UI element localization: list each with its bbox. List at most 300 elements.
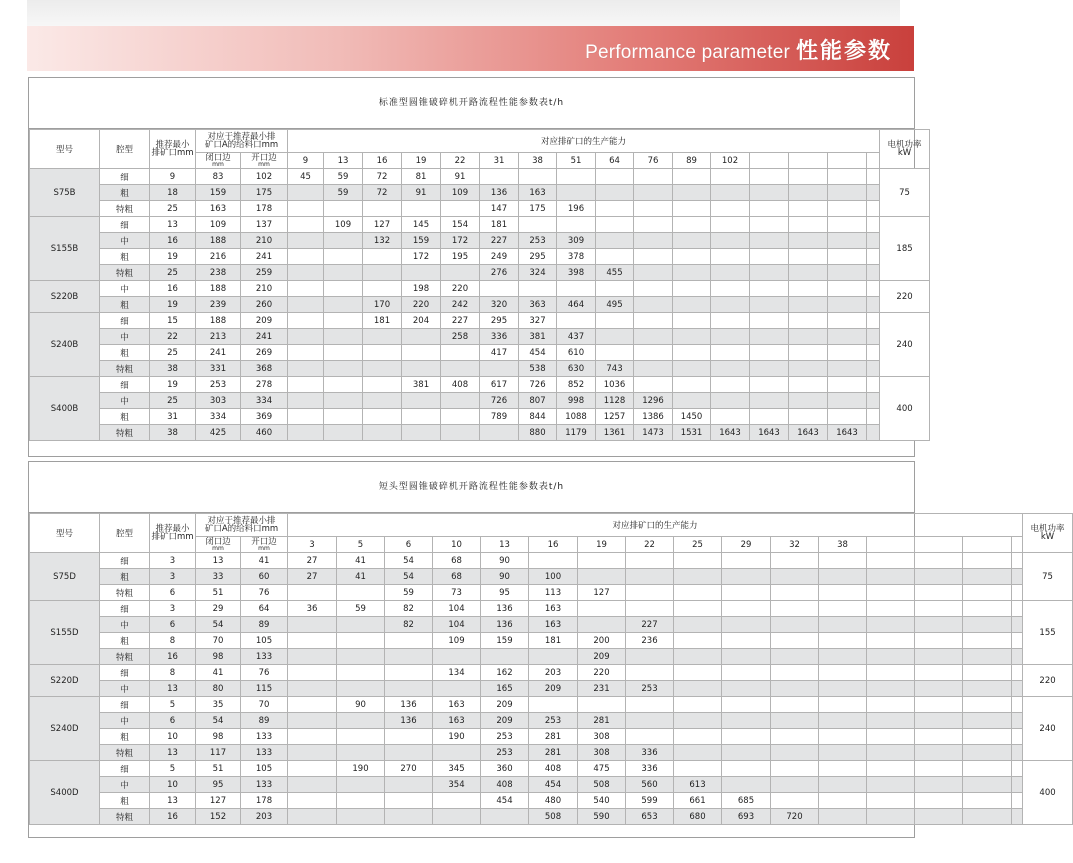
capacity-value bbox=[557, 281, 596, 297]
capacity-value bbox=[385, 649, 433, 665]
capacity-value bbox=[634, 329, 673, 345]
header-power-line2: kW bbox=[897, 148, 912, 158]
capacity-value bbox=[557, 313, 596, 329]
capacity-value bbox=[578, 553, 626, 569]
capacity-value bbox=[819, 633, 867, 649]
capacity-value bbox=[288, 809, 337, 825]
header-row bbox=[30, 514, 1073, 537]
header-motor-power bbox=[880, 130, 930, 169]
capacity-value bbox=[433, 649, 481, 665]
capacity-value: 253 bbox=[529, 713, 578, 729]
capacity-value: 1450 bbox=[673, 409, 711, 425]
capacity-value: 27 bbox=[288, 569, 337, 585]
feed-closed-side: 29 bbox=[196, 601, 241, 617]
cavity-type: 细 bbox=[100, 377, 150, 393]
table-row bbox=[30, 761, 1073, 777]
capacity-value bbox=[324, 393, 363, 409]
capacity-value bbox=[819, 777, 867, 793]
outlet-size: 19 bbox=[578, 537, 626, 553]
header-row bbox=[30, 130, 930, 153]
feed-closed-side: 41 bbox=[196, 665, 241, 681]
unit-label: mm bbox=[212, 160, 224, 168]
feed-open-side: 260 bbox=[241, 297, 288, 313]
spacer-cell bbox=[1012, 809, 1023, 825]
recommended-min-outlet: 22 bbox=[150, 329, 196, 345]
cavity-type: 特粗 bbox=[100, 361, 150, 377]
cavity-type: 特粗 bbox=[100, 425, 150, 441]
outlet-size: 22 bbox=[441, 153, 480, 169]
capacity-value bbox=[867, 649, 915, 665]
capacity-value bbox=[673, 313, 711, 329]
capacity-value: 336 bbox=[626, 761, 674, 777]
feed-closed-side: 331 bbox=[196, 361, 241, 377]
capacity-value: 220 bbox=[441, 281, 480, 297]
capacity-value: 195 bbox=[441, 249, 480, 265]
capacity-value bbox=[819, 809, 867, 825]
capacity-value bbox=[771, 665, 819, 681]
capacity-value bbox=[288, 713, 337, 729]
capacity-value: 209 bbox=[578, 649, 626, 665]
capacity-value bbox=[385, 745, 433, 761]
capacity-value bbox=[402, 201, 441, 217]
capacity-value: 743 bbox=[596, 361, 634, 377]
capacity-value: 163 bbox=[433, 713, 481, 729]
capacity-value bbox=[771, 793, 819, 809]
capacity-value bbox=[626, 665, 674, 681]
capacity-value bbox=[673, 201, 711, 217]
capacity-value bbox=[867, 681, 915, 697]
feed-open-side: 259 bbox=[241, 265, 288, 281]
capacity-value bbox=[963, 569, 1012, 585]
capacity-value: 172 bbox=[402, 249, 441, 265]
capacity-value bbox=[771, 553, 819, 569]
capacity-value bbox=[480, 361, 519, 377]
capacity-value: 437 bbox=[557, 329, 596, 345]
capacity-value bbox=[626, 713, 674, 729]
capacity-value bbox=[673, 345, 711, 361]
capacity-value: 136 bbox=[481, 617, 529, 633]
spacer-cell bbox=[1012, 745, 1023, 761]
capacity-value: 227 bbox=[441, 313, 480, 329]
capacity-value bbox=[337, 617, 385, 633]
capacity-value bbox=[288, 233, 324, 249]
capacity-value: 209 bbox=[481, 697, 529, 713]
spacer-cell bbox=[1012, 793, 1023, 809]
capacity-value: 617 bbox=[480, 377, 519, 393]
capacity-value: 398 bbox=[557, 265, 596, 281]
capacity-value bbox=[828, 329, 867, 345]
capacity-value bbox=[433, 745, 481, 761]
feed-open-side: 133 bbox=[241, 729, 288, 745]
capacity-value bbox=[674, 617, 722, 633]
feed-closed-side: 238 bbox=[196, 265, 241, 281]
capacity-value bbox=[750, 233, 789, 249]
motor-power: 400 bbox=[1023, 761, 1073, 825]
model-name: S400B bbox=[30, 377, 100, 441]
table-row bbox=[30, 281, 930, 297]
outlet-size: 25 bbox=[674, 537, 722, 553]
capacity-value: 844 bbox=[519, 409, 557, 425]
capacity-value bbox=[596, 217, 634, 233]
capacity-value bbox=[324, 313, 363, 329]
capacity-value: 172 bbox=[441, 233, 480, 249]
capacity-value: 1361 bbox=[596, 425, 634, 441]
capacity-value bbox=[324, 249, 363, 265]
capacity-value bbox=[722, 729, 771, 745]
cavity-type: 特粗 bbox=[100, 585, 150, 601]
capacity-value bbox=[711, 313, 750, 329]
capacity-value: 147 bbox=[480, 201, 519, 217]
open-side-label: 开口边 bbox=[251, 152, 277, 163]
capacity-value bbox=[337, 745, 385, 761]
outlet-size: 76 bbox=[634, 153, 673, 169]
capacity-value: 203 bbox=[529, 665, 578, 681]
capacity-value bbox=[363, 249, 402, 265]
capacity-value: 72 bbox=[363, 185, 402, 201]
capacity-value: 661 bbox=[674, 793, 722, 809]
capacity-value bbox=[578, 569, 626, 585]
capacity-value: 1386 bbox=[634, 409, 673, 425]
feed-open-side: 278 bbox=[241, 377, 288, 393]
capacity-value bbox=[789, 377, 828, 393]
capacity-value bbox=[634, 217, 673, 233]
outlet-size: 38 bbox=[519, 153, 557, 169]
capacity-value bbox=[750, 409, 789, 425]
outlet-size: 31 bbox=[480, 153, 519, 169]
feed-open-side: 178 bbox=[241, 201, 288, 217]
spacer-cell bbox=[867, 345, 880, 361]
cavity-type: 细 bbox=[100, 217, 150, 233]
capacity-value: 163 bbox=[519, 185, 557, 201]
unit-label: mm bbox=[258, 160, 270, 168]
capacity-value bbox=[288, 217, 324, 233]
recommended-min-outlet: 19 bbox=[150, 249, 196, 265]
capacity-value: 136 bbox=[385, 713, 433, 729]
capacity-value bbox=[557, 185, 596, 201]
feed-closed-side: 303 bbox=[196, 393, 241, 409]
capacity-value bbox=[324, 425, 363, 441]
capacity-value bbox=[963, 617, 1012, 633]
capacity-value bbox=[828, 201, 867, 217]
outlet-size bbox=[828, 153, 867, 169]
outlet-size: 89 bbox=[673, 153, 711, 169]
capacity-value bbox=[828, 249, 867, 265]
cavity-type: 细 bbox=[100, 553, 150, 569]
outlet-size bbox=[750, 153, 789, 169]
capacity-value bbox=[596, 249, 634, 265]
cavity-type: 中 bbox=[100, 777, 150, 793]
feed-open-side: 76 bbox=[241, 665, 288, 681]
capacity-value bbox=[750, 281, 789, 297]
capacity-value bbox=[722, 585, 771, 601]
capacity-value: 610 bbox=[557, 345, 596, 361]
model-name: S240D bbox=[30, 697, 100, 761]
capacity-value: 231 bbox=[578, 681, 626, 697]
capacity-value: 190 bbox=[337, 761, 385, 777]
capacity-value bbox=[673, 361, 711, 377]
feed-open-side: 60 bbox=[241, 569, 288, 585]
capacity-value bbox=[963, 713, 1012, 729]
table-row bbox=[30, 585, 1073, 601]
capacity-value bbox=[915, 649, 963, 665]
capacity-value: 807 bbox=[519, 393, 557, 409]
cavity-type: 中 bbox=[100, 681, 150, 697]
outlet-size: 51 bbox=[557, 153, 596, 169]
header-feed-line2: 矿口A的给料口mm bbox=[204, 140, 279, 150]
outlet-size: 22 bbox=[626, 537, 674, 553]
spacer-cell bbox=[867, 281, 880, 297]
cavity-type: 粗 bbox=[100, 249, 150, 265]
capacity-value bbox=[337, 681, 385, 697]
capacity-value bbox=[363, 345, 402, 361]
recommended-min-outlet: 13 bbox=[150, 217, 196, 233]
capacity-value bbox=[363, 377, 402, 393]
capacity-value: 200 bbox=[578, 633, 626, 649]
header-feed-line1: 对应于推荐最小排 bbox=[207, 132, 276, 142]
table-title: 短头型圆锥破碎机开路流程性能参数表t/h bbox=[29, 462, 914, 513]
capacity-value bbox=[337, 649, 385, 665]
capacity-value bbox=[337, 777, 385, 793]
capacity-value: 327 bbox=[519, 313, 557, 329]
capacity-value: 163 bbox=[433, 697, 481, 713]
capacity-value: 1643 bbox=[828, 425, 867, 441]
capacity-value bbox=[915, 553, 963, 569]
capacity-value bbox=[441, 393, 480, 409]
capacity-value bbox=[674, 633, 722, 649]
motor-power: 75 bbox=[880, 169, 930, 217]
capacity-value bbox=[789, 185, 828, 201]
outlet-size: 6 bbox=[385, 537, 433, 553]
capacity-value: 91 bbox=[402, 185, 441, 201]
capacity-value bbox=[288, 745, 337, 761]
capacity-value bbox=[711, 329, 750, 345]
capacity-value bbox=[596, 233, 634, 249]
capacity-value bbox=[433, 809, 481, 825]
capacity-value bbox=[819, 553, 867, 569]
header-capacity: 对应排矿口的生产能力 bbox=[288, 130, 880, 153]
table-row bbox=[30, 777, 1073, 793]
capacity-value bbox=[819, 665, 867, 681]
feed-closed-side: 98 bbox=[196, 729, 241, 745]
header-closed-side bbox=[196, 153, 241, 169]
capacity-value: 109 bbox=[441, 185, 480, 201]
feed-closed-side: 109 bbox=[196, 217, 241, 233]
capacity-value bbox=[288, 425, 324, 441]
table-row bbox=[30, 233, 930, 249]
feed-open-side: 241 bbox=[241, 249, 288, 265]
model-name: S155B bbox=[30, 217, 100, 281]
recommended-min-outlet: 25 bbox=[150, 201, 196, 217]
capacity-value: 1296 bbox=[634, 393, 673, 409]
cavity-type: 中 bbox=[100, 713, 150, 729]
recommended-min-outlet: 15 bbox=[150, 313, 196, 329]
feed-open-side: 105 bbox=[241, 761, 288, 777]
capacity-value bbox=[867, 601, 915, 617]
capacity-value: 81 bbox=[402, 169, 441, 185]
recommended-min-outlet: 5 bbox=[150, 697, 196, 713]
capacity-value bbox=[789, 361, 828, 377]
feed-open-side: 334 bbox=[241, 393, 288, 409]
capacity-value bbox=[324, 329, 363, 345]
recommended-min-outlet: 13 bbox=[150, 745, 196, 761]
capacity-value bbox=[771, 617, 819, 633]
capacity-value bbox=[963, 665, 1012, 681]
capacity-value bbox=[402, 265, 441, 281]
capacity-value bbox=[634, 169, 673, 185]
feed-open-side: 203 bbox=[241, 809, 288, 825]
capacity-value bbox=[722, 681, 771, 697]
capacity-value: 1643 bbox=[711, 425, 750, 441]
feed-closed-side: 334 bbox=[196, 409, 241, 425]
capacity-value: 132 bbox=[363, 233, 402, 249]
capacity-value bbox=[963, 681, 1012, 697]
cavity-type: 细 bbox=[100, 313, 150, 329]
capacity-value bbox=[433, 793, 481, 809]
feed-open-side: 89 bbox=[241, 617, 288, 633]
outlet-size: 16 bbox=[529, 537, 578, 553]
recommended-min-outlet: 5 bbox=[150, 761, 196, 777]
capacity-value: 59 bbox=[324, 185, 363, 201]
capacity-value bbox=[529, 697, 578, 713]
table-row bbox=[30, 681, 1073, 697]
capacity-value bbox=[441, 425, 480, 441]
capacity-value: 136 bbox=[385, 697, 433, 713]
capacity-value bbox=[634, 313, 673, 329]
feed-closed-side: 95 bbox=[196, 777, 241, 793]
capacity-value: 295 bbox=[519, 249, 557, 265]
closed-side-label: 闭口边 bbox=[205, 536, 231, 547]
feed-closed-side: 188 bbox=[196, 313, 241, 329]
capacity-value: 1643 bbox=[750, 425, 789, 441]
capacity-value: 276 bbox=[480, 265, 519, 281]
outlet-size: 38 bbox=[819, 537, 867, 553]
table-row bbox=[30, 425, 930, 441]
capacity-value: 475 bbox=[578, 761, 626, 777]
capacity-value bbox=[385, 681, 433, 697]
feed-open-side: 175 bbox=[241, 185, 288, 201]
capacity-value bbox=[963, 649, 1012, 665]
capacity-value: 789 bbox=[480, 409, 519, 425]
capacity-value bbox=[324, 281, 363, 297]
capacity-value bbox=[480, 169, 519, 185]
outlet-size: 19 bbox=[402, 153, 441, 169]
capacity-value bbox=[711, 393, 750, 409]
outlet-size: 102 bbox=[711, 153, 750, 169]
capacity-value: 653 bbox=[626, 809, 674, 825]
capacity-value bbox=[915, 665, 963, 681]
capacity-value bbox=[596, 281, 634, 297]
capacity-value bbox=[867, 713, 915, 729]
table-row bbox=[30, 377, 930, 393]
spacer-cell bbox=[867, 313, 880, 329]
capacity-value bbox=[673, 377, 711, 393]
table-row bbox=[30, 185, 930, 201]
header-capacity: 对应排矿口的生产能力 bbox=[288, 514, 1023, 537]
recommended-min-outlet: 8 bbox=[150, 633, 196, 649]
capacity-value bbox=[673, 169, 711, 185]
spacer-cell bbox=[1012, 601, 1023, 617]
header-feed-line1: 对应于推荐最小排 bbox=[207, 516, 276, 526]
capacity-value: 113 bbox=[529, 585, 578, 601]
cavity-type: 中 bbox=[100, 281, 150, 297]
capacity-value bbox=[596, 201, 634, 217]
feed-open-side: 209 bbox=[241, 313, 288, 329]
recommended-min-outlet: 3 bbox=[150, 553, 196, 569]
feed-open-side: 137 bbox=[241, 217, 288, 233]
capacity-value bbox=[789, 345, 828, 361]
capacity-value bbox=[634, 201, 673, 217]
motor-power: 75 bbox=[1023, 553, 1073, 601]
feed-open-side: 133 bbox=[241, 745, 288, 761]
capacity-value bbox=[596, 329, 634, 345]
header-recommended-min-outlet bbox=[150, 514, 196, 553]
recommended-min-outlet: 16 bbox=[150, 281, 196, 297]
header-rec-line1: 推荐最小 bbox=[155, 140, 190, 150]
capacity-value: 127 bbox=[578, 585, 626, 601]
capacity-value bbox=[711, 233, 750, 249]
cavity-type: 特粗 bbox=[100, 201, 150, 217]
capacity-value bbox=[771, 729, 819, 745]
model-name: S220D bbox=[30, 665, 100, 697]
outlet-size bbox=[963, 537, 1012, 553]
table-row bbox=[30, 665, 1073, 681]
recommended-min-outlet: 3 bbox=[150, 569, 196, 585]
capacity-value: 540 bbox=[578, 793, 626, 809]
capacity-value bbox=[711, 361, 750, 377]
open-side-label: 开口边 bbox=[251, 536, 277, 547]
feed-closed-side: 70 bbox=[196, 633, 241, 649]
capacity-value bbox=[324, 297, 363, 313]
capacity-value: 630 bbox=[557, 361, 596, 377]
capacity-value bbox=[596, 169, 634, 185]
capacity-value: 41 bbox=[337, 553, 385, 569]
capacity-value bbox=[288, 777, 337, 793]
capacity-value bbox=[963, 777, 1012, 793]
feed-closed-side: 163 bbox=[196, 201, 241, 217]
capacity-value bbox=[828, 393, 867, 409]
capacity-value bbox=[750, 345, 789, 361]
capacity-value: 1257 bbox=[596, 409, 634, 425]
cavity-type: 粗 bbox=[100, 729, 150, 745]
capacity-value bbox=[337, 809, 385, 825]
capacity-value bbox=[674, 601, 722, 617]
capacity-value bbox=[771, 713, 819, 729]
feed-closed-side: 83 bbox=[196, 169, 241, 185]
capacity-value bbox=[674, 713, 722, 729]
capacity-value bbox=[288, 249, 324, 265]
feed-open-side: 369 bbox=[241, 409, 288, 425]
capacity-value bbox=[789, 329, 828, 345]
model-name: S220B bbox=[30, 281, 100, 313]
capacity-value bbox=[867, 809, 915, 825]
feed-closed-side: 127 bbox=[196, 793, 241, 809]
capacity-value bbox=[673, 185, 711, 201]
capacity-value bbox=[789, 313, 828, 329]
standard-cone-crusher-table-panel bbox=[28, 77, 922, 457]
capacity-value bbox=[634, 185, 673, 201]
capacity-value bbox=[626, 585, 674, 601]
capacity-value bbox=[711, 345, 750, 361]
capacity-value bbox=[634, 361, 673, 377]
feed-open-side: 269 bbox=[241, 345, 288, 361]
capacity-value: 258 bbox=[441, 329, 480, 345]
capacity-value bbox=[402, 425, 441, 441]
capacity-value bbox=[789, 217, 828, 233]
capacity-value: 599 bbox=[626, 793, 674, 809]
capacity-value: 159 bbox=[481, 633, 529, 649]
capacity-value bbox=[385, 793, 433, 809]
capacity-value bbox=[789, 297, 828, 313]
